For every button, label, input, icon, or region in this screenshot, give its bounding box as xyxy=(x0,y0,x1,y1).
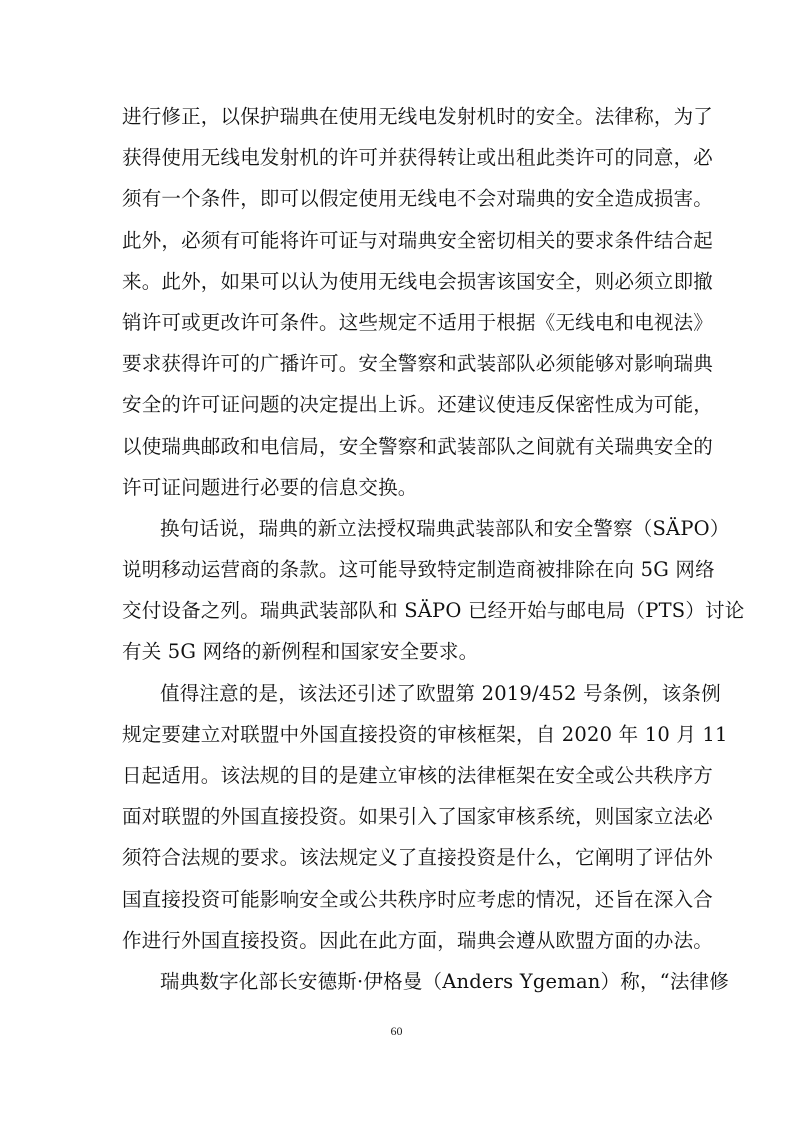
paragraph-minister-quote xyxy=(122,961,729,1002)
text-line: 须符合法规的要求。该法规定义了直接投资是什么，它阐明了评估外 xyxy=(122,846,714,870)
text-line: 国直接投资可能影响安全或公共秩序时应考虑的情况，还旨在深入合 xyxy=(122,887,714,911)
text-line: 有关 5G 网络的新例程和国家安全要求。 xyxy=(122,640,479,664)
text-line: 以使瑞典邮政和电信局，安全警察和武装部队之间就有关瑞典安全的 xyxy=(122,434,714,458)
text-line: 规定要建立对联盟中外国直接投资的审核框架，自 2020 年 10 月 11 xyxy=(122,722,728,746)
text-line: 进行修正，以保护瑞典在使用无线电发射机时的安全。法律称，为了 xyxy=(122,105,714,128)
paragraph-eu-regulation xyxy=(122,673,728,961)
paragraph-radio-licensing xyxy=(122,96,714,508)
text-line: 值得注意的是，该法还引述了欧盟第 2019/452 号条例，该条例 xyxy=(160,681,721,705)
text-line: 说明移动运营商的条款。这可能导致特定制造商被排除在向 5G 网络 xyxy=(122,558,715,582)
text-line: 要求获得许可的广播许可。安全警察和武装部队必须能够对影响瑞典 xyxy=(122,352,714,376)
text-line: 许可证问题进行必要的信息交换。 xyxy=(122,475,418,499)
body-text xyxy=(122,96,745,1002)
text-line: 安全的许可证问题的决定提出上诉。还建议使违反保密性成为可能， xyxy=(122,393,714,417)
text-line: 日起适用。该法规的目的是建立审核的法律框架在安全或公共秩序方 xyxy=(122,764,714,787)
text-line: 获得使用无线电发射机的许可并获得转让或出租此类许可的同意，必 xyxy=(122,146,714,170)
text-line: 作进行外国直接投资。因此在此方面，瑞典会遵从欧盟方面的办法。 xyxy=(122,928,714,952)
text-line: 来。此外，如果可以认为使用无线电会损害该国安全，则必须立即撤 xyxy=(122,269,714,293)
text-line: 瑞典数字化部长安德斯·伊格曼（Anders Ygeman）称，“法律修 xyxy=(160,969,729,993)
text-line: 销许可或更改许可条件。这些规定不适用于根据《无线电和电视法》 xyxy=(122,310,714,334)
text-line: 换句话说，瑞典的新立法授权瑞典武装部队和安全警察（SÄPO） xyxy=(160,516,730,540)
text-line: 此外，必须有可能将许可证与对瑞典安全密切相关的要求条件结合起 xyxy=(122,228,714,252)
paragraph-sapo-authorization xyxy=(122,508,745,673)
text-line: 交付设备之列。瑞典武装部队和 SÄPO 已经开始与邮电局（PTS）讨论 xyxy=(122,599,745,623)
text-line: 须有一个条件，即可以假定使用无线电不会对瑞典的安全造成损害。 xyxy=(122,187,714,211)
page-number: 60 xyxy=(390,1024,403,1038)
text-line: 面对联盟的外国直接投资。如果引入了国家审核系统，则国家立法必 xyxy=(122,805,714,829)
